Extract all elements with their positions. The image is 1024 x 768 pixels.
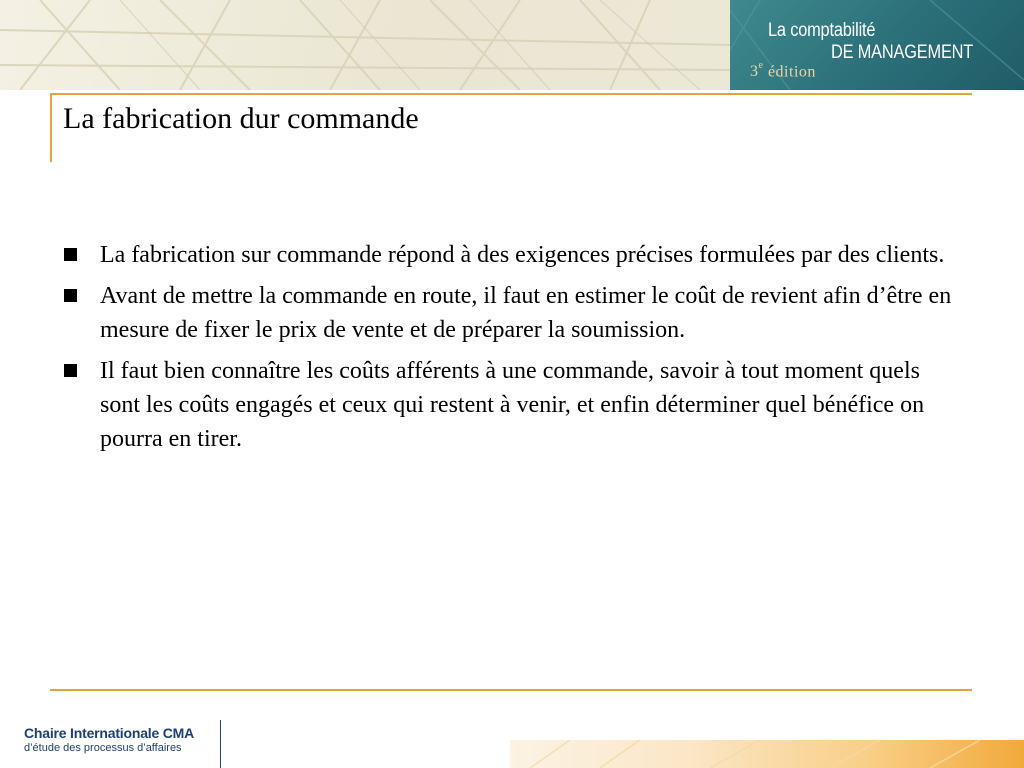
footer-organization-subtitle: d’étude des processus d’affaires xyxy=(24,742,182,754)
edition-label xyxy=(750,62,816,81)
footer-strip-pattern xyxy=(510,740,1024,768)
footer-rule xyxy=(50,689,972,691)
footer-organization-name: Chaire Internationale CMA xyxy=(24,725,195,741)
bullet-item xyxy=(63,238,963,272)
bullet-item xyxy=(63,279,963,347)
slide-title: La fabrication dur commande xyxy=(63,102,419,135)
title-top-rule xyxy=(50,93,972,95)
title-left-rule xyxy=(50,94,52,162)
edition-number: 3 xyxy=(750,63,759,81)
architecture-background-image xyxy=(0,0,730,90)
book-title-line-1: La comptabilité xyxy=(768,20,876,41)
book-title-line-2: DE MANAGEMENT xyxy=(831,42,974,63)
square-bullet-icon xyxy=(64,364,77,377)
bullet-text: La fabrication sur commande répond à des exigences précises formulées par des clients. xyxy=(100,242,945,268)
square-bullet-icon xyxy=(64,248,77,261)
bullet-item xyxy=(63,354,963,456)
header-banner xyxy=(0,0,1024,90)
footer-decorative-strip xyxy=(510,740,1024,768)
square-bullet-icon xyxy=(64,289,77,302)
footer-divider xyxy=(220,720,221,768)
edition-superscript: e xyxy=(758,60,764,71)
edition-word: édition xyxy=(763,63,816,81)
book-brand-box xyxy=(730,0,1024,90)
bullet-text: Il faut bien connaître les coûts afférents à une commande, savoir à tout moment quels sont les coûts engagés et ceux qui restent à venir, et enfin déterminer quel bénéfice on pourra en tirer. xyxy=(100,358,925,452)
bullet-text: Avant de mettre la commande en route, il faut en estimer le coût de revient afin d’être en mesure de fixer le prix de vente et de préparer la soumission. xyxy=(100,283,952,343)
bullet-list xyxy=(63,238,963,463)
